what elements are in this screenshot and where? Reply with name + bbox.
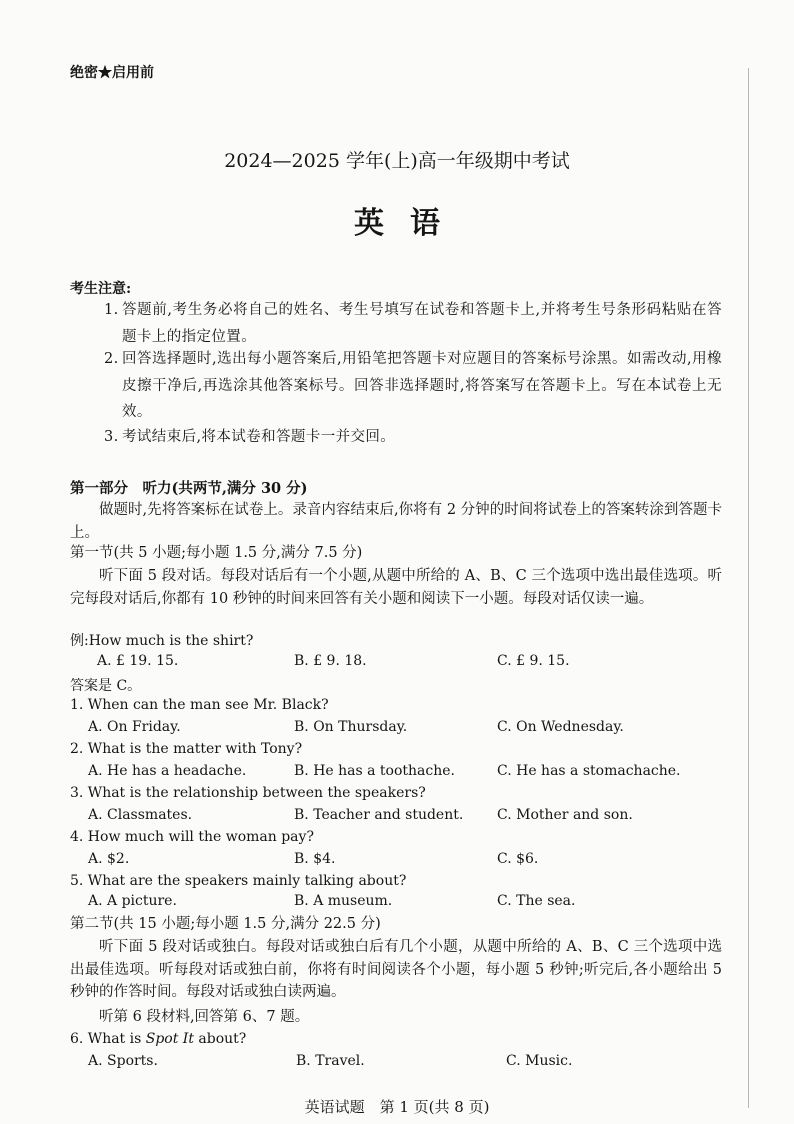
page-footer: 英语试题 第 1 页(共 8 页) [304,1098,490,1116]
example-option-b: B. £ 9. 18. [294,653,367,669]
question-6-option-c: C. Music. [506,1053,573,1069]
question-6-prefix: 6. What is [70,1031,146,1047]
material-6-note: 听第 6 段材料,回答第 6、7 题。 [99,1009,310,1025]
question-4: 4. How much will the woman pay? [70,829,314,845]
notice-item-number: 3. [104,429,119,445]
question-6-option-a: A. Sports. [88,1053,158,1069]
exam-title: 2024—2025 学年(上)高一年级期中考试 [224,150,570,172]
question-1: 1. When can the man see Mr. Black? [70,697,329,713]
example-answer: 答案是 C。 [70,678,142,694]
question-1-option-b: B. On Thursday. [294,719,408,735]
question-4-option-a: A. $2. [88,851,130,867]
section2-heading: 第二节(共 15 小题;每小题 1.5 分,满分 22.5 分) [70,916,381,932]
question-2-option-b: B. He has a toothache. [294,763,455,779]
section2-intro: 听下面 5 段对话或独白。每段对话或独白后有几个小题，从题中所给的 A、B、C 三个选项中选出最佳选项。听每段对话或独白前，你将有时间阅读各个小题，每小题 5 秒钟;听完后,各小题给出 5 秒钟的作答时间。每段对话或独白读两遍。 [70,939,722,1000]
question-3-option-c: C. Mother and son. [497,807,633,823]
question-3-option-a: A. Classmates. [88,807,193,823]
question-5-option-a: A. A picture. [88,893,177,909]
example-question: 例:How much is the shirt? [70,633,254,649]
secret-label: 绝密★启用前 [70,65,154,81]
example-option-c: C. £ 9. 15. [497,653,570,669]
question-4-option-c: C. $6. [497,851,539,867]
subject-title: 英语 [354,206,466,241]
notice-item-number: 2. [104,351,119,367]
part1-intro: 做题时,先将答案标在试卷上。录音内容结束后,你将有 2 分钟的时间将试卷上的答案转涂到答题卡上。 [70,502,722,541]
question-6-suffix: about? [193,1031,247,1047]
question-2: 2. What is the matter with Tony? [70,741,303,757]
question-1-option-a: A. On Friday. [88,719,181,735]
section1-heading: 第一节(共 5 小题;每小题 1.5 分,满分 7.5 分) [70,545,363,561]
question-3: 3. What is the relationship between the speakers? [70,785,426,801]
notice-item-number: 1. [104,302,119,318]
question-6 [70,1031,246,1047]
question-2-option-a: A. He has a headache. [88,763,247,779]
notice-item-2 [104,346,722,426]
part1-heading: 第一部分 听力(共两节,满分 30 分) [70,480,308,497]
question-2-option-c: C. He has a stomachache. [497,763,681,779]
question-3-option-b: B. Teacher and student. [294,807,464,823]
question-5-option-b: B. A museum. [294,893,393,909]
notice-heading: 考生注意: [70,281,132,297]
question-5-option-c: C. The sea. [497,893,576,909]
question-1-option-c: C. On Wednesday. [497,719,624,735]
notice-item-text: 考试结束后,将本试卷和答题卡一并交回。 [122,429,396,445]
question-4-option-b: B. $4. [294,851,336,867]
section1-intro: 听下面 5 段对话。每段对话后有一个小题,从题中所给的 A、B、C 三个选项中选出最佳选项。听完每段对话后,你都有 10 秒钟的时间来回答有关小题和阅读下一小题。每段对话仅读一遍。 [70,568,722,607]
notice-item-text: 回答选择题时,选出每小题答案后,用铅笔把答题卡对应题目的答案标号涂黑。如需改动,用橡皮擦干净后,再选涂其他答案标号。回答非选择题时,将答案写在答题卡上。写在本试卷上无效。 [122,351,722,420]
notice-item-1 [104,297,722,350]
question-6-title: Spot It [145,1031,194,1047]
notice-item-3 [104,424,722,451]
example-option-a: A. £ 19. 15. [97,653,179,669]
notice-item-text: 答题前,考生务必将自己的姓名、考生号填写在试卷和答题卡上,并将考生号条形码粘贴在答题卡上的指定位置。 [122,302,722,345]
question-6-option-b: B. Travel. [296,1053,365,1069]
question-5: 5. What are the speakers mainly talking about? [70,873,407,889]
